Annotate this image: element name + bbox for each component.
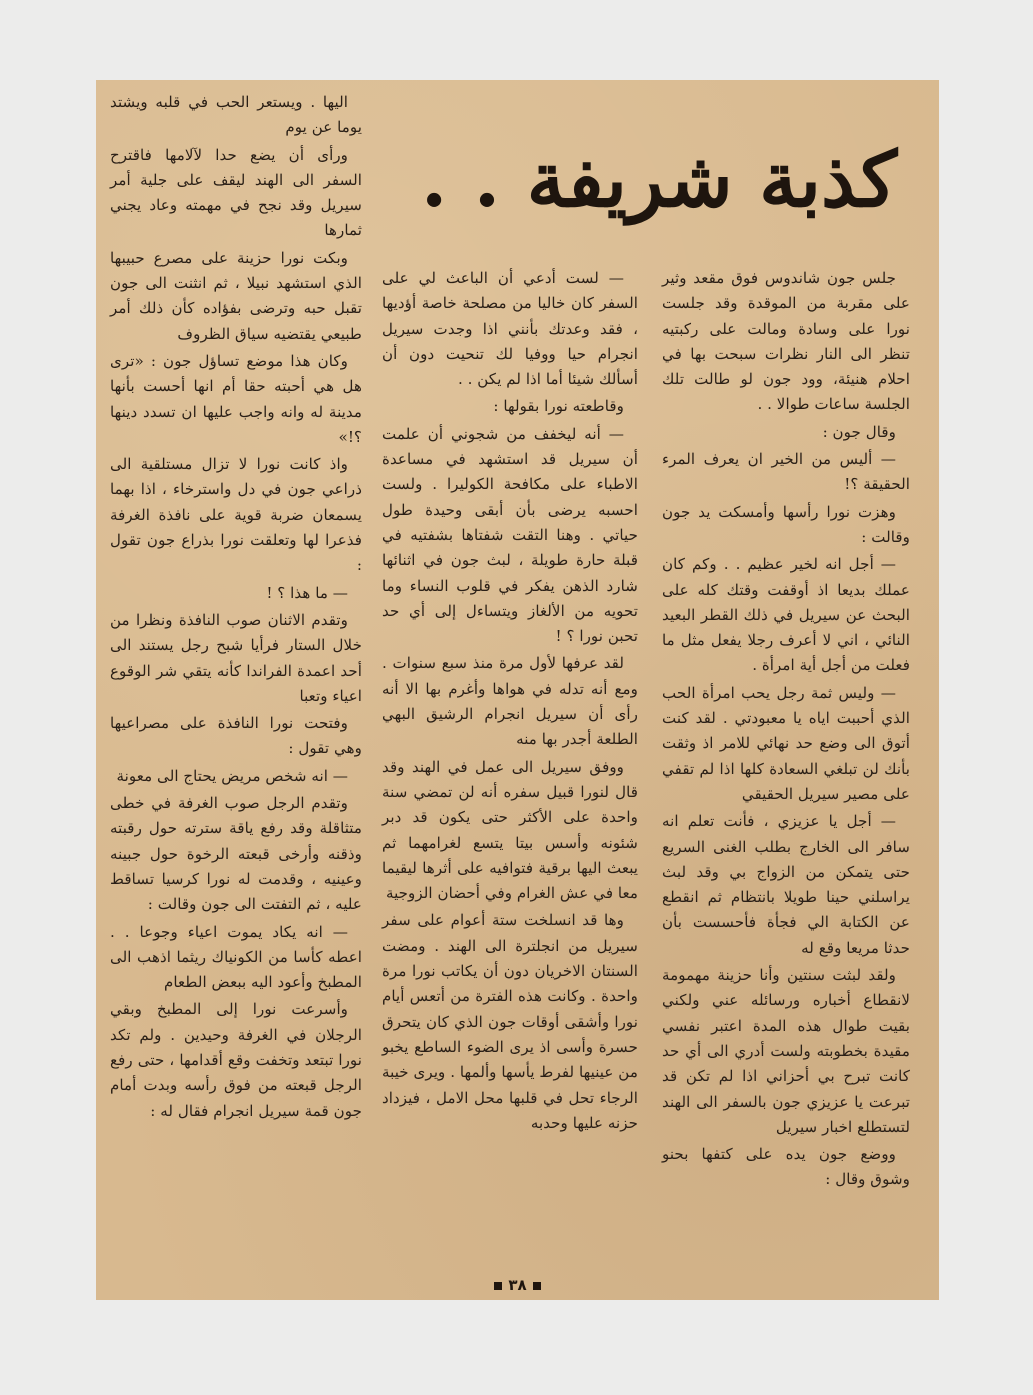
paragraph: ووفق سيريل الى عمل في الهند وقد قال لنورا قبيل سفره أنه لن تمضي سنة واحدة على الأكثر حتى يكون قد دبر شئونه وأسس بيتا يتسع لغرامهما ثم يبعث اليها برقية فتوافيه على أثرها ليقيما معا في عش الغرام وفي أحضان الزوجية — [382, 757, 638, 903]
paragraph: وها قد انسلخت ستة أعوام على سفر سيريل من انجلترة الى الهند . ومضت السنتان الاخريان دون أن يكاتب نورا مرة واحدة . وكانت هذه الفترة من أتعس أيام نورا وأشقى أوقات جون الذي كان يتحرق حسرة وأسى اذ يرى الضوء الساطع يخبو من عينيها لفرط يأسها وألمها . ويرى خيبة الرجاء تحل في قلبها محل الامل ، فيزداد حزنه عليها وحدبه — [382, 911, 638, 1132]
paragraph: — أجل انه لخير عظيم . . وكم كان عملك بديعا اذ أوقفت وقتك كله على البحث عن سيريل في ذلك القطر البعيد النائي ، اني لا أعرف رجلا يفعل مثل ما فعلت من أجل أية امرأة . — [662, 555, 910, 675]
paragraph: واذ كانت نورا لا تزال مستلقية الى ذراعي جون في دل واسترخاء ، اذا بهما يسمعان ضربة قوية على نافذة الغرفة فذعرا لها وتعلقت نورا بذراع جون تقول : — [110, 455, 362, 575]
paragraph: ووضع جون يده على كتفها بحنو وشوق وقال : — [662, 1145, 910, 1189]
paragraph: وهزت نورا رأسها وأمسكت يد جون وقالت : — [662, 502, 910, 546]
square-ornament-icon — [533, 1282, 541, 1290]
paragraph: — أجل يا عزيزي ، فأنت تعلم انه سافر الى الخارج بطلب الغنى السريع حتى يتمكن من الزواج بي وقد لبث يراسلني حينا طويلا بانتظام ثم انقطع عن الكتابة الي فجأة فأحسست بأن حدثا مريعا وقع له — [662, 812, 910, 957]
paragraph: جلس جون شاندوس فوق مقعد وثير على مقربة من الموقدة وقد جلست نورا على وسادة ومالت على ركبتيه تنظر الى النار نظرات سبحت بها في احلام هنيئة، وود جون لو طالت تلك الجلسة ساعات طوالا . . — [662, 269, 910, 414]
text-column-middle — [382, 266, 638, 1276]
paragraph: وأسرعت نورا إلى المطبخ وبقي الرجلان في الغرفة وحيدين . ولم تكد نورا تبتعد وتخفت وقع أقدامها ، حتى رفع الرجل قبعته من فوق رأسه وبدت أمام جون قمة سيريل انجرام فقال له : — [110, 1000, 362, 1120]
paragraph: وتقدم الرجل صوب الغرفة في خطى متثاقلة وقد رفع ياقة سترته حول رقبته وذقنه وأرخى قبعته الرخوة حول جبينه وعينيه ، وقدمت له نورا كرسيا تساقط عليه ، ثم التفتت الى جون وقالت : — [110, 794, 362, 914]
paragraph: وتقدم الاثنان صوب النافذة ونظرا من خلال الستار فرأيا شبح رجل يستند الى أحد اعمدة الفراندا كأنه يتقي شر الوقوع اعياء وتعبا — [110, 610, 362, 705]
text-column-right — [662, 266, 910, 1276]
paragraph: اليها . ويستعر الحب في قلبه ويشتد يوما عن يوم — [110, 93, 362, 137]
paragraph: — أنه ليخفف من شجوني أن علمت أن سيريل قد استشهد في مساعدة الاطباء على مكافحة الكوليرا . ولست احسبه يرضى بأن أبقى وحيدة طول حياتي . وهنا التقت شفتاها بشفتيه في قبلة حارة طويلة ، لبث جون في اثنائها شارد الذهن يفكر في قلوب النساء وما تحويه من الألغاز ويتساءل إلى أي حد تحبن نورا ؟ ! — [382, 424, 638, 646]
paragraph: — أليس من الخير ان يعرف المرء الحقيقة ؟! — [662, 450, 910, 494]
magazine-page — [96, 80, 939, 1300]
paragraph: — لست أدعي أن الباعث لي على السفر كان خاليا من مصلحة خاصة أؤديها ، فقد وعدتك بأنني اذا وجدت سيريل انجرام حيا ووفيا لك تنحيت دون أن أسألك شيئا أما اذا لم يكن . . — [382, 269, 638, 389]
paragraph: — انه يكاد يموت اعياء وجوعا . . اعطه كأسا من الكونياك ريثما اذهب الى المطبخ وأعود اليه ببعض الطعام — [110, 922, 362, 992]
text-column-left — [96, 90, 362, 1276]
paragraph: — وليس ثمة رجل يحب امرأة الحب الذي أحببت اياه يا معبودتي . لقد كنت أتوق الى وضع حد نهائي للامر اذ وثقت بأنك لن تبلغي السعادة كلها اذا لم تقفي على مصير سيريل الحقيقي — [662, 683, 910, 803]
page-number-text: ٣٨ — [508, 1276, 527, 1294]
paragraph: وكان هذا موضع تساؤل جون : «ترى هل هي أحبته حقا أم انها أحست بأنها مدينة له وانه واجب عليها ان تسدد دينها ؟!» — [110, 351, 362, 446]
paragraph: — ما هذا ؟ ! — [266, 583, 348, 602]
article-title: كذبة شريفة . . — [420, 135, 898, 224]
square-ornament-icon — [494, 1282, 502, 1290]
paragraph: ورأى أن يضع حدا لآلامها فاقترح السفر الى الهند ليقف على جلية أمر سيريل وقد نجح في مهمته وعاد يجني ثمارها — [110, 145, 362, 240]
paragraph: وفتحت نورا النافذة على مصراعيها وهي تقول : — [110, 714, 362, 758]
paragraph: وبكت نورا حزينة على مصرع حبيبها الذي استشهد نبيلا ، ثم انثنت الى جون تقبل حبه وترضى بفؤاده كأن ذلك أمر طبيعي يقتضيه سياق الظروف — [110, 248, 362, 343]
paragraph: وقال جون : — [822, 422, 896, 441]
paragraph: لقد عرفها لأول مرة منذ سبع سنوات . ومع أنه تدله في هواها وأغرم بها الا أنه رأى أن سيريل انجرام الرشيق البهي الطلعة أجدر بها منه — [382, 654, 638, 749]
paragraph: ولقد لبثت سنتين وأنا حزينة مهمومة لانقطاع أخباره ورسائله عني ولكني بقيت طوال هذه المدة اعتبر نفسي مقيدة بخطوبته ولست أدري الى أي حد كانت تبرح بي أحزاني اذا لم تكن قد تبرعت يا عزيزي جون بالسفر الى الهند لتستطلع اخبار سيريل — [662, 966, 910, 1136]
page-number — [96, 1276, 939, 1298]
paragraph: — انه شخص مريض يحتاج الى معونة — [116, 766, 348, 785]
paragraph: وقاطعته نورا بقولها : — [493, 397, 624, 416]
